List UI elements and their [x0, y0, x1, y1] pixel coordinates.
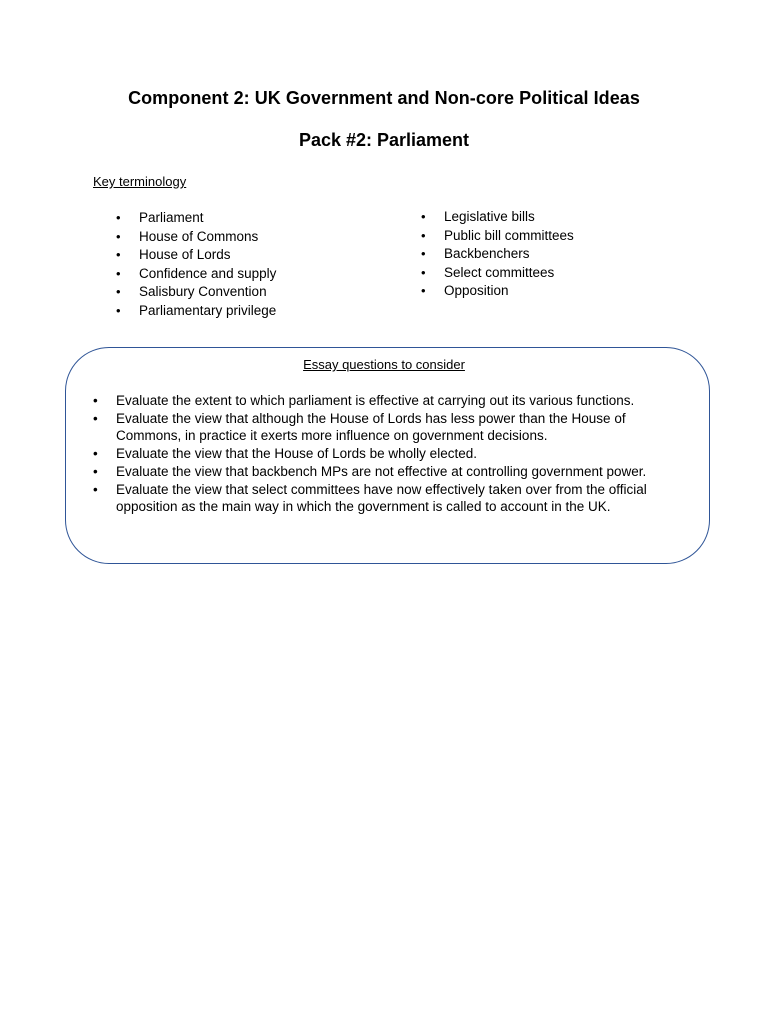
essay-question: • Evaluate the view that select committees have now effectively taken over from the official opposition as the main way in which the government is called to account in the UK. [93, 481, 673, 516]
list-item: • House of Commons [116, 228, 276, 247]
document-title: Component 2: UK Government and Non-core Political Ideas [128, 88, 640, 108]
essay-question: • Evaluate the view that although the House of Lords has less power than the House of Commons, in practice it exerts more influence on government decisions. [93, 410, 673, 445]
list-item: • House of Lords [116, 246, 276, 265]
key-terminology-heading: Key terminology [93, 174, 187, 189]
list-item: • Legislative bills [421, 208, 574, 227]
essay-question: • Evaluate the view that the House of Lords be wholly elected. [93, 445, 673, 463]
essay-question: • Evaluate the view that backbench MPs are not effective at controlling government power. [93, 463, 673, 481]
list-item: • Opposition [421, 282, 574, 301]
list-item: • Salisbury Convention [116, 283, 276, 302]
key-terms-right-list [421, 208, 574, 301]
list-item: • Parliamentary privilege [116, 302, 276, 321]
list-item: • Backbenchers [421, 245, 574, 264]
document-subtitle: Pack #2: Parliament [298, 130, 470, 150]
list-item: • Select committees [421, 264, 574, 283]
essay-questions-list [93, 392, 673, 516]
list-item: • Confidence and supply [116, 265, 276, 284]
essay-questions-heading: Essay questions to consider [303, 357, 465, 372]
list-item: • Public bill committees [421, 227, 574, 246]
key-terms-left-list [116, 209, 276, 320]
essay-question: • Evaluate the extent to which parliament is effective at carrying out its various functions. [93, 392, 673, 410]
list-item: • Parliament [116, 209, 276, 228]
